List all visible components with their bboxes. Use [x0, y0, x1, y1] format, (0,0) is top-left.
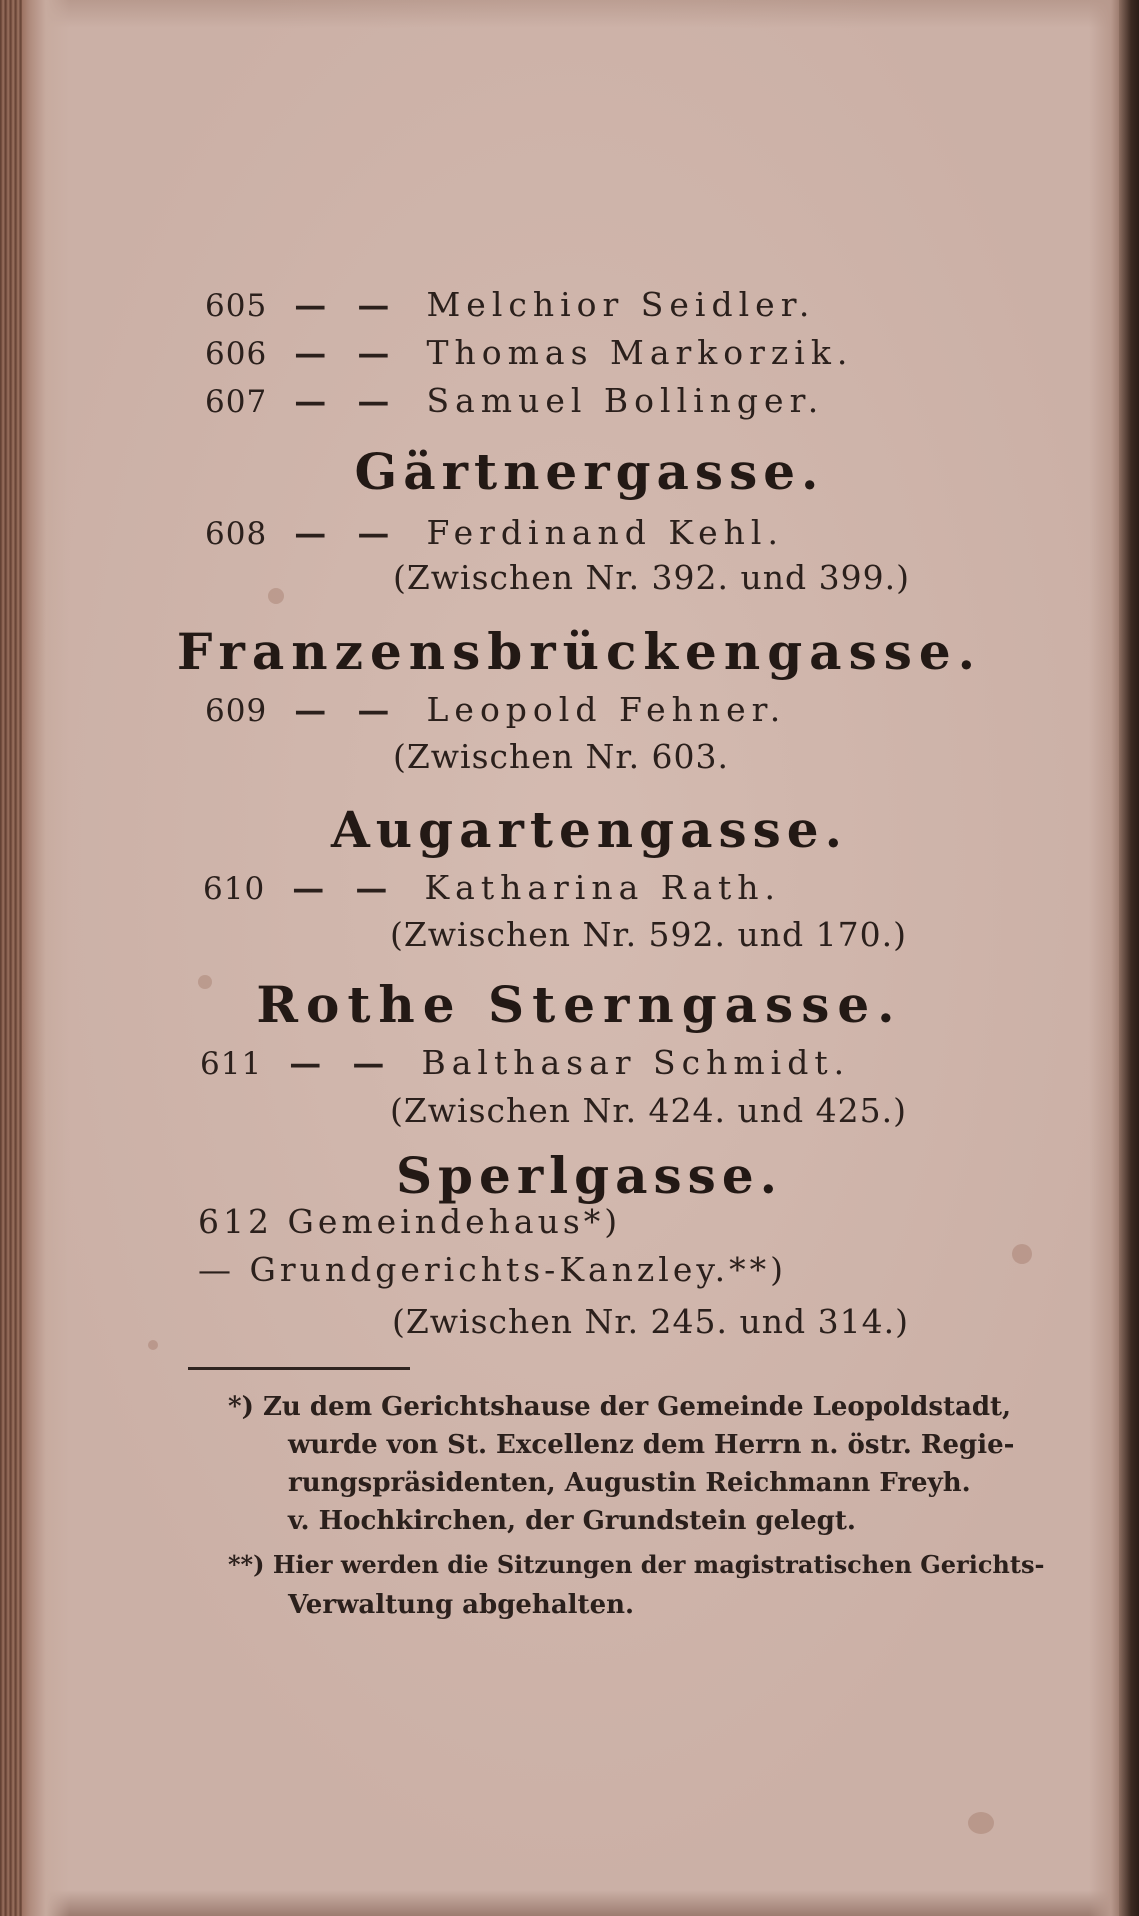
between-numbers: (Zwischen Nr. 392. und 399.)	[393, 558, 910, 597]
house-number: 608	[205, 516, 268, 552]
paper-stain	[1012, 1244, 1032, 1264]
entry-605	[205, 285, 815, 324]
footnote-2-line-2: Verwaltung abgehalten.	[288, 1590, 635, 1620]
entry-609	[205, 690, 786, 729]
footnote-1-line-2: wurde von St. Excellenz dem Herrn n. östr. Regie-	[288, 1430, 1015, 1460]
entry-608	[205, 513, 784, 552]
owner-name: Balthasar Schmidt.	[421, 1043, 851, 1082]
house-number: 606	[205, 336, 268, 372]
between-numbers: (Zwischen Nr. 245. und 314.)	[392, 1302, 909, 1341]
owner-name: Samuel Bollinger.	[426, 381, 825, 420]
street-heading-rothe-sterngasse: Rothe Sterngasse.	[256, 975, 903, 1034]
owner-name: Leopold Fehner.	[426, 690, 787, 729]
ditto-dashes: — —	[294, 691, 400, 729]
footnote-1-line-4: v. Hochkirchen, der Grundstein gelegt.	[288, 1506, 856, 1536]
ditto-dashes: — —	[294, 286, 400, 324]
owner-name: Ferdinand Kehl.	[426, 513, 784, 552]
owner-name: Melchior Seidler.	[426, 285, 816, 324]
footnote-1-line-3: rungspräsidenten, Augustin Reichmann Freyh.	[288, 1468, 971, 1498]
house-number: 607	[205, 384, 268, 420]
house-number: 605	[205, 288, 268, 324]
page-edge-right	[1119, 0, 1139, 1916]
ditto-dashes: — —	[289, 1044, 395, 1082]
ditto-dashes: — —	[292, 869, 398, 907]
ditto-dashes: — —	[294, 334, 400, 372]
street-heading-augartengasse: Augartengasse.	[331, 800, 848, 859]
entry-606	[205, 333, 853, 372]
street-heading-gaertnergasse: Gärtnergasse.	[354, 442, 825, 501]
between-numbers: (Zwischen Nr. 592. und 170.)	[390, 915, 907, 954]
ditto-dashes: — —	[294, 514, 400, 552]
house-number: 609	[205, 693, 268, 729]
footnote-1-line-1: *) Zu dem Gerichtshause der Gemeinde Leopoldstadt,	[228, 1392, 1012, 1422]
house-number: 610	[203, 871, 266, 907]
entry-607	[205, 381, 824, 420]
entry-611	[200, 1043, 850, 1082]
house-number: 611	[200, 1046, 263, 1082]
entry-grundgerichts-kanzley: — Grundgerichts-Kanzley.**)	[198, 1250, 787, 1289]
entry-610	[203, 868, 781, 907]
owner-name: Katharina Rath.	[424, 868, 782, 907]
page-edge-left	[0, 0, 22, 1916]
paper-stain	[268, 588, 284, 604]
owner-name: Thomas Markorzik.	[426, 333, 854, 372]
entry-612-gemeindehaus: 612 Gemeindehaus*)	[198, 1202, 622, 1241]
paper-stain	[148, 1340, 158, 1350]
street-heading-franzensbrueckengasse: Franzensbrückengasse.	[176, 622, 983, 681]
paper-stain	[968, 1812, 994, 1834]
footnote-2-line-1: **) Hier werden die Sitzungen der magistratischen Gerichts-	[228, 1550, 1045, 1579]
between-numbers: (Zwischen Nr. 603.	[393, 737, 730, 776]
ditto-dashes: — —	[294, 382, 400, 420]
between-numbers: (Zwischen Nr. 424. und 425.)	[390, 1091, 907, 1130]
footnote-rule	[188, 1367, 410, 1370]
street-heading-sperlgasse: Sperlgasse.	[395, 1146, 784, 1205]
